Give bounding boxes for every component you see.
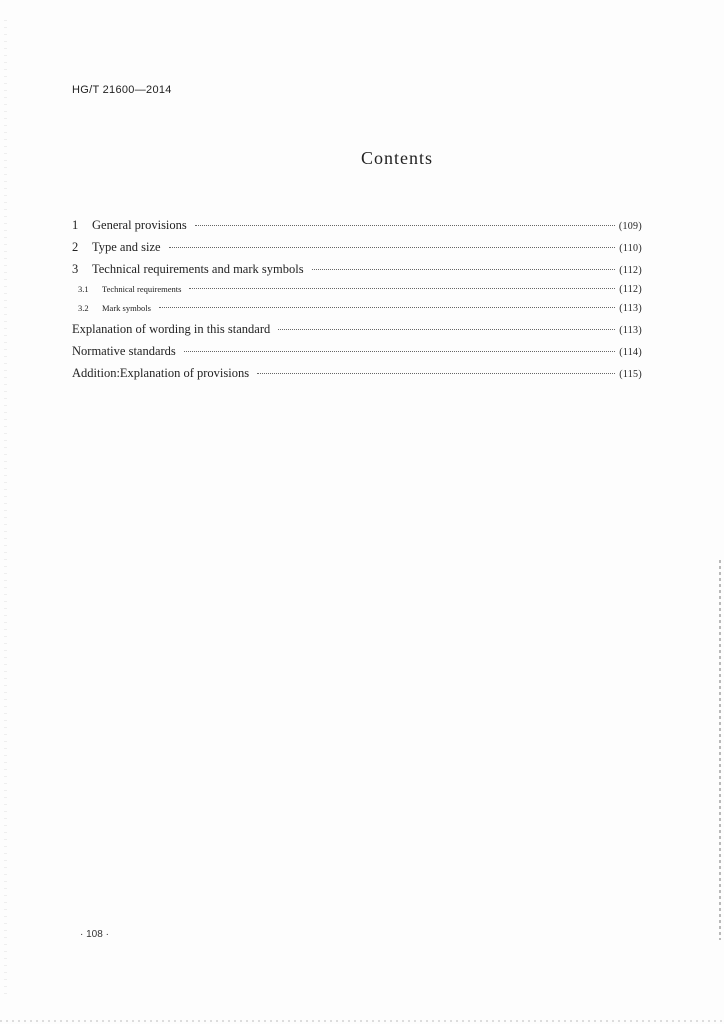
dot-leader [195,225,615,226]
toc-entry[interactable] [72,240,642,262]
scan-edge-bottom [0,1020,724,1022]
toc-entry-label: General provisions [92,218,187,232]
toc-entry-label: Technical requirements [102,284,182,294]
toc-entry-label: Type and size [92,240,161,254]
table-of-contents [72,218,642,388]
toc-entry-number: 3 [72,262,79,276]
dot-leader [159,307,615,308]
toc-entry-number: 3.2 [78,303,89,313]
dot-leader [257,373,615,374]
toc-entry[interactable] [72,262,642,284]
page-title: Contents [360,148,433,168]
dot-leader [184,351,615,352]
toc-entry-page: (113) [619,325,642,336]
toc-entry-number: 2 [72,240,79,254]
toc-entry-page: (113) [619,303,642,314]
toc-entry-page: (110) [619,243,642,254]
dot-leader [189,288,615,289]
standard-code: HG/T 21600—2014 [72,84,172,96]
toc-entry-page: (114) [619,347,642,358]
toc-subentry[interactable] [72,303,642,322]
toc-entry[interactable] [72,366,642,388]
dot-leader [169,247,616,248]
toc-entry-label: Addition:Explanation of provisions [72,366,250,380]
toc-entry[interactable] [72,344,642,366]
toc-entry-label: Normative standards [72,344,176,358]
toc-entry-label: Explanation of wording in this standard [72,322,271,336]
toc-entry-page: (109) [618,221,642,232]
toc-entry-label: Technical requirements and mark symbols [92,262,304,276]
toc-entry-page: (115) [619,369,642,380]
toc-entry-number: 1 [72,218,79,232]
toc-entry[interactable] [72,322,642,344]
toc-entry-page: (112) [619,265,642,276]
toc-subentry[interactable] [72,284,642,303]
page-number: · 108 · [80,929,109,940]
dot-leader [312,269,616,270]
toc-entry-number: 3.1 [78,284,89,294]
scan-edge-right [719,560,721,940]
toc-entry-page: (112) [619,284,642,295]
toc-entry-label: Mark symbols [102,303,151,313]
dot-leader [278,329,615,330]
toc-entry[interactable] [72,218,642,240]
